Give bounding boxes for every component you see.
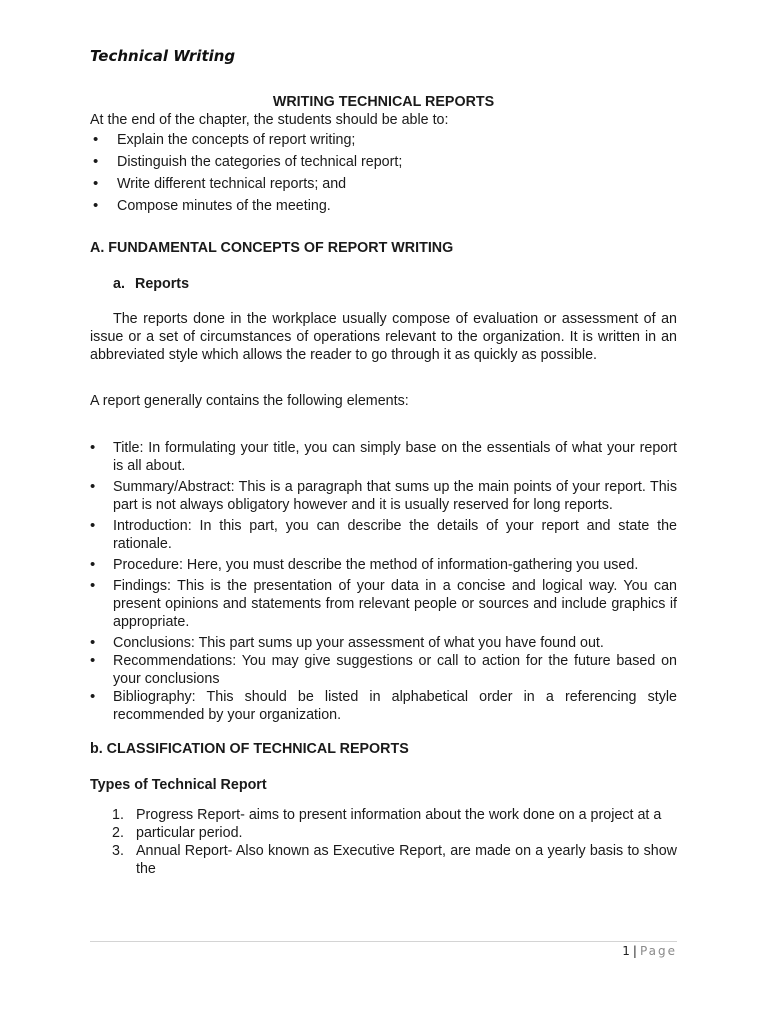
list-item: • Bibliography: This should be listed in alphabetical order in a referencing style recommended by your organization. bbox=[90, 688, 677, 724]
list-item-text: Progress Report- aims to present information about the work done on a project at a bbox=[136, 807, 662, 823]
types-list bbox=[90, 806, 677, 878]
objectives-list bbox=[90, 131, 677, 219]
list-item: • Write different technical reports; and bbox=[90, 175, 677, 197]
list-item: • Title: In formulating your title, you can simply base on the essentials of what your report is all about. bbox=[90, 439, 677, 475]
objectives-intro: At the end of the chapter, the students should be able to: bbox=[90, 112, 449, 128]
list-item: • Findings: This is the presentation of your data in a concise and logical way. You can present opinions and statements from relevant people or sources and include graphics if appropriate. bbox=[90, 577, 677, 631]
section-a-heading: A. FUNDAMENTAL CONCEPTS OF REPORT WRITING bbox=[90, 240, 454, 256]
list-item: • Introduction: In this part, you can describe the details of your report and state the rationale. bbox=[90, 517, 677, 553]
list-number: 1. bbox=[112, 807, 124, 823]
page-number: 1 bbox=[622, 944, 630, 958]
list-item: • Summary/Abstract: This is a paragraph that sums up the main points of your report. This part is not always obligatory however and it is usually reserved for long reports. bbox=[90, 478, 677, 514]
list-item bbox=[90, 824, 677, 842]
list-item: • Recommendations: You may give suggestions or call to action for the future based on your conclusions bbox=[90, 652, 677, 688]
list-item-text: particular period. bbox=[136, 825, 243, 841]
list-item: • Compose minutes of the meeting. bbox=[90, 197, 677, 219]
list-number: 3. bbox=[112, 843, 124, 859]
section-b-heading: b. CLASSIFICATION OF TECHNICAL REPORTS bbox=[90, 741, 409, 757]
footer-divider bbox=[90, 941, 677, 942]
list-item: • Explain the concepts of report writing; bbox=[90, 131, 677, 153]
list-item: • Distinguish the categories of technical report; bbox=[90, 153, 677, 175]
list-item: • Conclusions: This part sums up your assessment of what you have found out. bbox=[90, 634, 677, 652]
footer-separator: | bbox=[632, 944, 637, 958]
list-item bbox=[90, 806, 677, 824]
subsection-label: a. bbox=[113, 276, 125, 292]
page-title: WRITING TECHNICAL REPORTS bbox=[272, 94, 495, 110]
list-number: 2. bbox=[112, 825, 124, 841]
page-content bbox=[90, 93, 677, 878]
elements-intro: A report generally contains the following elements: bbox=[90, 393, 409, 409]
subsection-heading bbox=[113, 275, 677, 293]
running-header: Technical Writing bbox=[90, 47, 236, 65]
page-footer bbox=[622, 944, 677, 958]
page-label: Page bbox=[639, 944, 677, 958]
types-heading: Types of Technical Report bbox=[90, 777, 267, 793]
list-item bbox=[90, 842, 677, 878]
list-item-text: Annual Report- Also known as Executive Report, are made on a yearly basis to show the bbox=[136, 843, 677, 877]
subsection-title: Reports bbox=[135, 276, 190, 292]
elements-list bbox=[90, 439, 677, 724]
reports-paragraph: The reports done in the workplace usually compose of evaluation or assessment of an issue or a set of circumstances of operations relevant to the organization. It is written in an abbreviated style which allows the reader to go through it as quickly as possible. bbox=[90, 311, 677, 363]
list-item: • Procedure: Here, you must describe the method of information-gathering you used. bbox=[90, 556, 677, 574]
